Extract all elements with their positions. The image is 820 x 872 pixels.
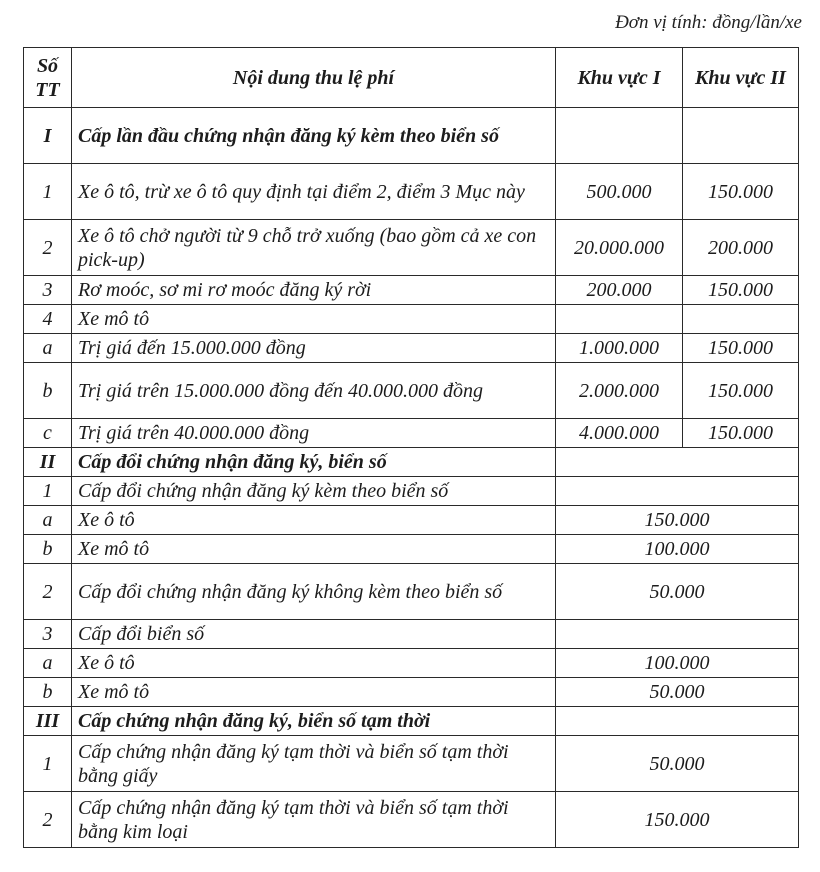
row-content: Xe ô tô: [72, 506, 556, 535]
row-stt: 2: [24, 564, 72, 620]
header-stt: Số TT: [24, 48, 72, 108]
row-content: Xe ô tô, trừ xe ô tô quy định tại điểm 2, điểm 3 Mục này: [72, 164, 556, 220]
row-stt: a: [24, 334, 72, 363]
row-value: 100.000: [556, 535, 799, 564]
row-content: Cấp chứng nhận đăng ký tạm thời và biển số tạm thời bằng kim loại: [72, 792, 556, 848]
row-value: 150.000: [556, 506, 799, 535]
header-khu-vuc-2: Khu vực II: [683, 48, 799, 108]
row-stt: c: [24, 419, 72, 448]
row-khu-vuc-2: 150.000: [683, 276, 799, 305]
row-value: 50.000: [556, 564, 799, 620]
unit-note: Đơn vị tính: đồng/lần/xe: [615, 12, 802, 33]
row-khu-vuc-2: 150.000: [683, 334, 799, 363]
row-khu-vuc-1: 200.000: [556, 276, 683, 305]
row-stt: 1: [24, 736, 72, 792]
row-content: Cấp đổi chứng nhận đăng ký kèm theo biển số: [72, 477, 556, 506]
row-khu-vuc-1: 1.000.000: [556, 334, 683, 363]
header-khu-vuc-1: Khu vực I: [556, 48, 683, 108]
row-content: Xe ô tô: [72, 649, 556, 678]
row-value: [556, 620, 799, 649]
table-row: [24, 334, 799, 363]
row-khu-vuc-2: [683, 108, 799, 164]
table-row: [24, 305, 799, 334]
table-row: [24, 477, 799, 506]
table-row: [24, 448, 799, 477]
table-row: [24, 792, 799, 848]
table-row: [24, 707, 799, 736]
table-row: [24, 736, 799, 792]
row-value: 100.000: [556, 649, 799, 678]
row-content: Xe mô tô: [72, 305, 556, 334]
row-stt: b: [24, 678, 72, 707]
row-khu-vuc-2: 200.000: [683, 220, 799, 276]
row-stt: 1: [24, 164, 72, 220]
row-stt: 2: [24, 792, 72, 848]
row-content: Rơ moóc, sơ mi rơ moóc đăng ký rời: [72, 276, 556, 305]
table-row: [24, 363, 799, 419]
row-stt: 3: [24, 620, 72, 649]
row-stt: a: [24, 649, 72, 678]
row-khu-vuc-1: 500.000: [556, 164, 683, 220]
table-row: [24, 419, 799, 448]
row-stt: II: [24, 448, 72, 477]
header-content: Nội dung thu lệ phí: [72, 48, 556, 108]
row-value: [556, 448, 799, 477]
row-khu-vuc-1: [556, 108, 683, 164]
row-stt: 2: [24, 220, 72, 276]
row-content: Xe mô tô: [72, 678, 556, 707]
row-khu-vuc-2: [683, 305, 799, 334]
table-row: [24, 220, 799, 276]
row-khu-vuc-1: 2.000.000: [556, 363, 683, 419]
row-khu-vuc-1: 20.000.000: [556, 220, 683, 276]
table-row: [24, 535, 799, 564]
row-value: [556, 707, 799, 736]
row-stt: a: [24, 506, 72, 535]
row-stt: b: [24, 363, 72, 419]
table-row: [24, 649, 799, 678]
row-stt: I: [24, 108, 72, 164]
row-khu-vuc-1: [556, 305, 683, 334]
table-row: [24, 506, 799, 535]
row-stt: 4: [24, 305, 72, 334]
row-content: Cấp chứng nhận đăng ký, biển số tạm thời: [72, 707, 556, 736]
row-value: [556, 477, 799, 506]
row-value: 150.000: [556, 792, 799, 848]
row-content: Cấp đổi chứng nhận đăng ký không kèm theo biển số: [72, 564, 556, 620]
row-content: Trị giá đến 15.000.000 đồng: [72, 334, 556, 363]
row-content: Xe ô tô chở người từ 9 chỗ trở xuống (bao gồm cả xe con pick-up): [72, 220, 556, 276]
row-khu-vuc-2: 150.000: [683, 419, 799, 448]
table-row: [24, 564, 799, 620]
row-content: Xe mô tô: [72, 535, 556, 564]
row-stt: III: [24, 707, 72, 736]
row-stt: 3: [24, 276, 72, 305]
row-khu-vuc-2: 150.000: [683, 164, 799, 220]
row-content: Cấp đổi biển số: [72, 620, 556, 649]
row-khu-vuc-1: 4.000.000: [556, 419, 683, 448]
fee-table: [23, 47, 799, 848]
row-content: Cấp đổi chứng nhận đăng ký, biển số: [72, 448, 556, 477]
row-stt: 1: [24, 477, 72, 506]
table-row: [24, 276, 799, 305]
table-row: [24, 164, 799, 220]
row-content: Trị giá trên 40.000.000 đồng: [72, 419, 556, 448]
table-row: [24, 620, 799, 649]
table-header-row: [24, 48, 799, 108]
row-content: Cấp chứng nhận đăng ký tạm thời và biển số tạm thời bằng giấy: [72, 736, 556, 792]
row-value: 50.000: [556, 736, 799, 792]
table-row: [24, 108, 799, 164]
row-content: Cấp lần đầu chứng nhận đăng ký kèm theo biển số: [72, 108, 556, 164]
row-value: 50.000: [556, 678, 799, 707]
row-content: Trị giá trên 15.000.000 đồng đến 40.000.000 đồng: [72, 363, 556, 419]
row-stt: b: [24, 535, 72, 564]
table-row: [24, 678, 799, 707]
row-khu-vuc-2: 150.000: [683, 363, 799, 419]
